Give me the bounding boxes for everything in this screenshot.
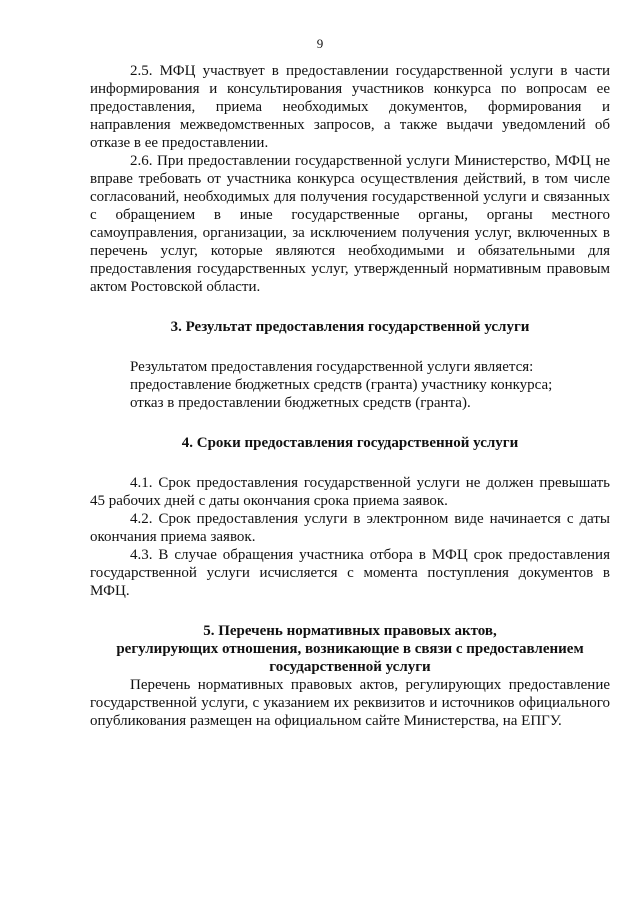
page-number: 9 [316,36,324,51]
paragraph-4-1: 4.1. Срок предоставления государственной услуги не должен превышать 45 рабочих дней с даты окончания срока приема заявок. [90,475,610,509]
section-5-text: Перечень нормативных правовых актов, регулирующих предоставление государственной услуги, с указанием их реквизитов и источников официального опубликования размещен на официальном сайте Министерства, на ЕПГУ. [90,677,610,729]
section-5-heading-line-1: 5. Перечень нормативных правовых актов, [203,623,497,639]
section-5-heading-line-2: регулирующих отношения, возникающие в связи с предоставлением [116,641,584,657]
document-body [90,62,610,730]
section-3-line-3: отказ в предоставлении бюджетных средств (гранта). [130,395,471,411]
section-3-line-1: Результатом предоставления государственной услуги является: [130,359,534,375]
paragraph-4-2: 4.2. Срок предоставления услуги в электронном виде начинается с даты окончания приема заявок. [90,511,610,545]
paragraph-2-6: 2.6. При предоставлении государственной услуги Министерство, МФЦ не вправе требовать от участника конкурса осуществления действий, в том числе согласований, необходимых для получения государственной услуги и связанных с обращением в иные государственные органы, органы местного самоуправления, организации, за исключением получения услуг, включенных в перечень услуг, которые являются необходимыми и обязательными для предоставления государственных услуг, утвержденный нормативным правовым актом Ростовской области. [90,153,610,295]
section-3-heading: 3. Результат предоставления государственной услуги [170,319,530,335]
section-4-heading: 4. Сроки предоставления государственной услуги [181,435,519,451]
paragraph-2-5: 2.5. МФЦ участвует в предоставлении государственной услуги в части информирования и консультирования участников конкурса по вопросам ее предоставления, приема необходимых документов, формирования и направления межведомственных запросов, а также выдачи уведомлений об отказе в ее предоставлении. [90,63,610,151]
paragraph-4-3: 4.3. В случае обращения участника отбора в МФЦ срок предоставления государственной услуги исчисляется с момента поступления документов в МФЦ. [90,547,610,599]
section-5-heading-line-3: государственной услуги [269,659,431,675]
section-3-line-2: предоставление бюджетных средств (гранта) участнику конкурса; [130,377,553,393]
